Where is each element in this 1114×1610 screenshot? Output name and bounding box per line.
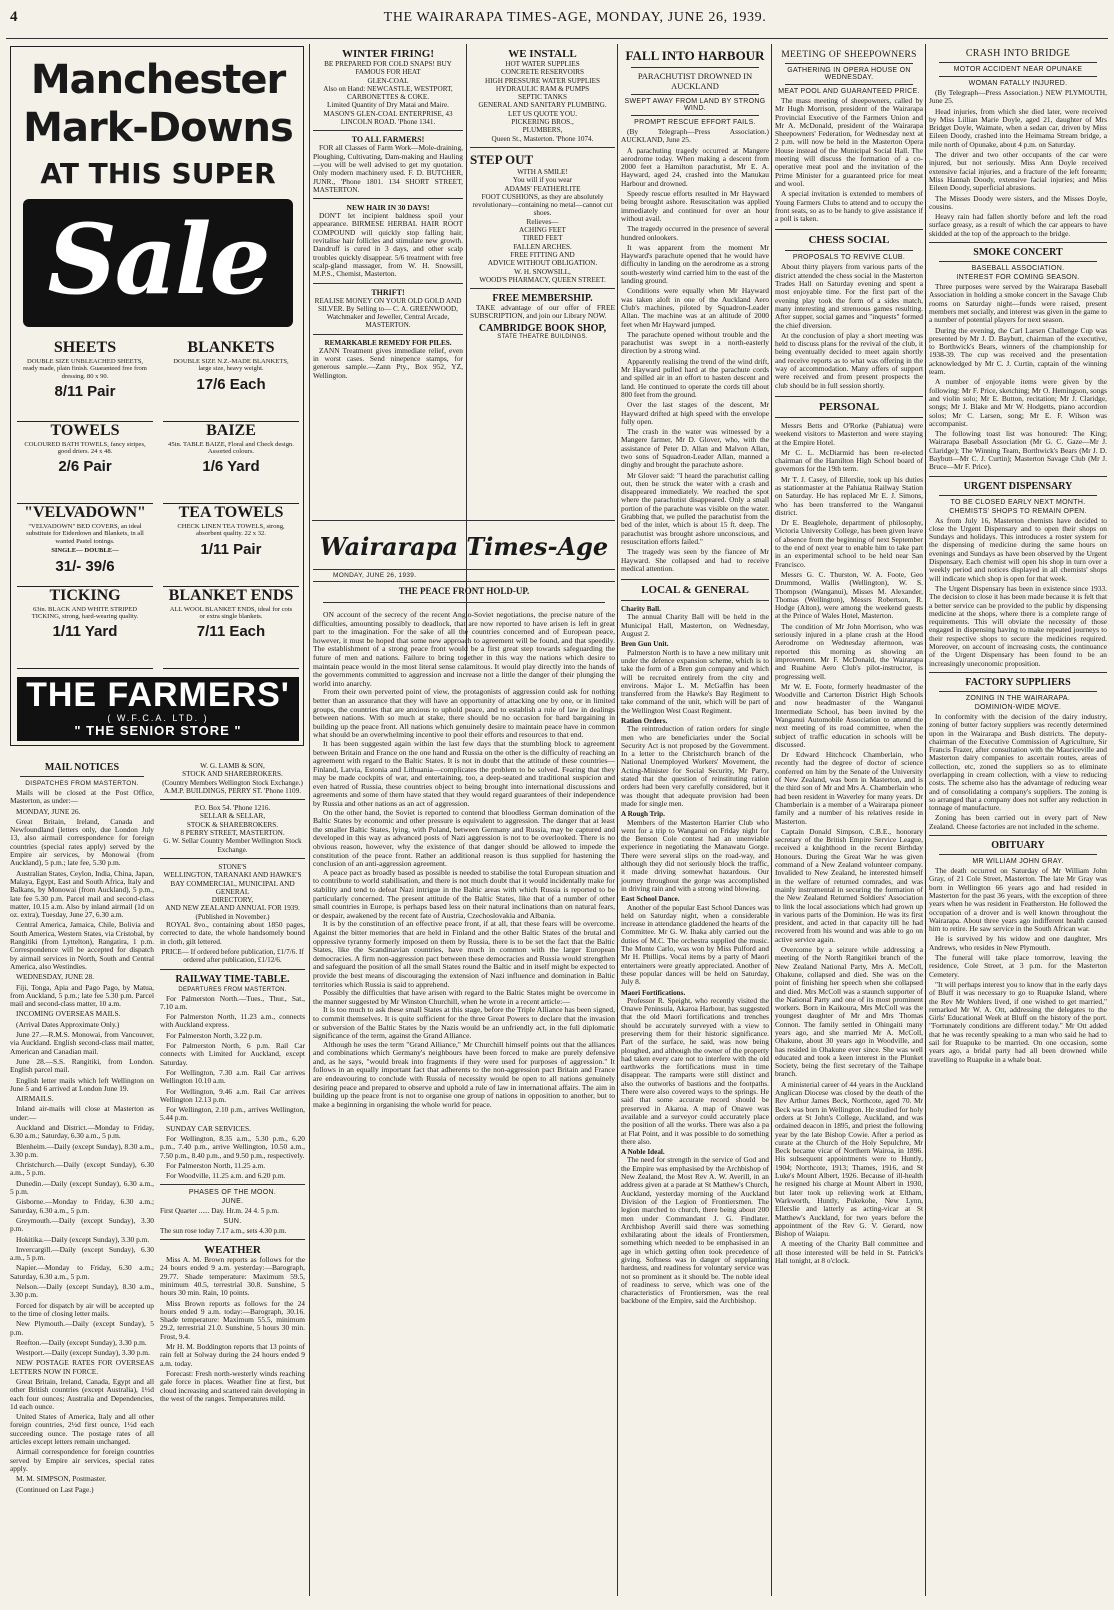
mail-paragraph: United States of America, Italy and all other foreign countries, 2½d first ounce, 1½d each succeeding ounce. The postage rates of all articles except letters remain unchanged. [10, 1412, 154, 1447]
crash-body [929, 89, 1107, 238]
mail-paragraph: June 28.—S.S. Rangitiki, from London. English parcel mail. [10, 1056, 154, 1075]
weather-paragraph: Mr H. M. Boddington reports that 13 points of rain fell at Solway during the 24 hours ended 9 a.m. today. [160, 1342, 305, 1368]
harbour-paragraph: The tragedy occurred in the presence of several hundred onlookers. [621, 224, 769, 242]
mail-paragraph: INCOMING OVERSEAS MAILS. [16, 1009, 121, 1019]
personal-body [775, 422, 923, 1265]
sale-item-desc: COLOURED BATH TOWELS, fancy stripes, good driers. 24 x 48. [24, 440, 146, 455]
personal-paragraph: The condition of Mr John Morrison, who was seriously injured in a plane crash at the Hood Aerodrome on Wednesday afternoon, was reported this morning as showing an improvement. Mr F. McDonald, the Wairarapa and Ruahine Aero Club's pilot-instructor, is progressing well. [775, 621, 923, 681]
stones-ad [160, 863, 305, 921]
sale-item-price: 7/11 Each [196, 623, 266, 641]
local-item-text: The reintroduction of ration orders for single men who are beneficiaries under the Social Security Act is not proposed by the Government. In a letter to the Christchurch branch of the National Unemployed Workers' Movement, the Acting-Minister for Social Security, Mr Parry, stated that the question of reinstituting ration orders had been very carefully considered, but it was thought that adequate provision had been made for single men. [621, 724, 769, 808]
step-title: STEP OUT [470, 151, 534, 167]
crash-paragraph: Head injuries, from which she died later, were received by Miss Lillian Marie Doyle, aged 21, daughter of Mrs Bridget Doyle, Waimate, when a sedan car, driven by Miss Eileen Doody, crashed into the Heimama Stream bridge, a mile north of Opunake, about 4 p.m. on Saturday. [929, 106, 1107, 149]
farmers-sub: ( W.F.C.A. LTD. ) [107, 713, 209, 723]
masthead [0, 0, 1114, 42]
hair-text: DON'T let incipient baldness spoil your appearance. BIRMESE HERBAL HAIR ROOT COMPOUND will quickly stop falling hair, revitalise hair follicles and stimulate new growth. Dandruff is cured in 3 days, and other scalp troubles quickly disappear. 5/6 treatment with free scalp-gland massager, from W. H. Snowsill, M.P.S., Chemist, Masterton. [313, 211, 463, 279]
railway-paragraph: SUNDAY CAR SERVICES. [166, 1123, 251, 1133]
personal-paragraph: Dr Edward Hitchcock Chamberlain, who recently had the degree of doctor of science conferred on him by the Senate of the University of New Zealand, was born in Masterton, and is the third son of Mr and Mrs A. Chamberlain who had been resident in Waverley for many years. Dr Chamberlain is a member of a Wairarapa pioneer family and a number of his relatives reside in Masterton. [775, 750, 923, 826]
sale-items-grid [17, 339, 299, 669]
column-6 [929, 44, 1107, 1606]
local-item-heading: Bren Gun Unit. [621, 640, 669, 649]
weather-body [160, 1256, 305, 1403]
weather-paragraph: Miss Brown reports as follows for the 24 hours ended 9 a.m. today:—Barograph, 30.16. Shade temperature: Maximum 55.5, minimum 29.2, terrestrial 21.0. Sunshine, 5 hours 30 min. Frost, 9.4. [160, 1298, 305, 1341]
stones-text: ROYAL 8vo., containing about 1850 pages, corrected to date, the whole handsomely bound in cloth, gilt lettered. [160, 920, 305, 946]
crash-paragraph: The driver and two other occupants of the car were injured, but not seriously. Miss Ann Doyle received extensive facial injuries, and a fracture of the left forearm; Miss Hannah Doody, extensive facial injuries; and Miss Eileen Doody, superficial abrasions. [929, 150, 1107, 193]
chess-paragraph: About thirty players from various parts of the district attended the chess social in the Masterton Trades Hall on Saturday evening and spent a most enjoyable time. For the first part of the evening play took the form of a sides match, many interesting and strenuous games resulting. After supper, social games and "inquests" formed the chief diversion. [775, 262, 923, 330]
local-item-heading: A Rough Trip. [621, 810, 665, 819]
mail-paragraph: Hokitika.—Daily (except Sunday), 3.30 p.m. [16, 1234, 150, 1244]
mail-paragraph: New Plymouth.—Daily (except Sunday), 5 p.m. [10, 1319, 154, 1337]
local-item-text: Another of the popular East School Dances was held on Saturday night, when a considerable increase in attendance gladdened the hearts of the Committee. Mr G. W. Ihaka ably carried out the duties of M.C. The orchestra supplied the music. The Monte Carlo, was won by Miss Pulford and Mr H. Phillips. Vocal items by a party of Maori entertainers were greatly appreciated. Another of these popular dances will be held on Saturday, July 8. [621, 902, 769, 987]
urgent-title: URGENT DISPENSARY [963, 480, 1073, 492]
sellar-ad [160, 804, 305, 854]
railway-paragraph: For Wellington, 7.30 a.m. Rail Car arrives Wellington 10.10 a.m. [160, 1067, 305, 1086]
editorial-paragraph: It has been suggested again within the last few days that the stumbling block to agreement between Britain and France on the one hand and Russia on the other is the difficulty of reaching an agreement with regard to the Baltic States. It is not in doubt that the attitude of these countries—Finland, Latvia, Estonia and Lithuania—complicates the problem to be solved. Fearing that they may be made cockpits of war, and entertaining, too, a deep-seated and traditional suspicion and even hatred of Russia, these countries object to being brought into international discussions and agreements and some of them have stated that they would regard guarantees of their independence by Russia and other nations as an act of aggression. [313, 738, 615, 809]
obituary-body [929, 867, 1107, 1064]
piles-title: REMARKABLE REMEDY FOR PILES. [324, 338, 452, 347]
editorial-paragraph: It is too much to ask these small States at this stage, before the Triple Alliance has been signed, to commit themselves. It is quite sufficient for the three Great Powers to declare that the invasion or subversion of the Baltic States by the Nazis would be an unfriendly act, in the full diplomatic significance of the term, against the Grand Alliance. [313, 1005, 615, 1041]
smoke-paragraph: The following toast list was honoured: The King; Wairarapa Baseball Association (Mr G. C. Gaze—Mr J. Claridge); The Winning Team, Borthwick's Bears (Mr J. D. Baybutt—Mr C. J. Curtin); Masterton Savage Club (Mr J. Bruce—Mr F. Price). [929, 429, 1107, 472]
mail-paragraph: Gisborne.—Monday to Friday, 6.30 a.m.; Saturday, 6.30 a.m., 5 p.m. [10, 1197, 154, 1215]
editorial-paragraph: Although he uses the term "Grand Alliance," Mr Churchill himself points out that the alliances and combinations which Germany's neighbours have been forced to make are purely defensive and, as he says, "would break into fragments if they were used for purposes of aggression." It follows in an equally important fact that adherents to the non-aggression pact Britain and France are endeavouring to conclude with Russia of necessity would be open to all nations genuinely desiring peace and prepared to observe and uphold a rule of law in international affairs. The aim in building up the peace front is not to organise one group of nations in opposition to another, but to make a beginning in organising the whole world for peace. [313, 1039, 615, 1109]
local-item-text: The need for strength in the service of God and the Empire was emphasised by the Archbishop of New Zealand, the Most Rev A. W. Averill, in an address given at a parade at St Matthew's Church, Auckland, yesterday morning of the Auckland Division of the Legion of Frontiersmen. The legion marched to church, there being about 200 men under Commandant J. G. Findlater. Archbishop Averill said there was something exhilarating about the ideals of Frontiersmen, something which needed to be emphasised in an age in which getting often took precedence of giving. Softness was in danger of supplanting hardness, and readiness for voluntary service was not so prominent as it should be. The noble ideal of readiness to serve, which was one of the characteristics of Frontiersmen, was the real backbone of the Empire, said the Archbishop. [621, 1155, 769, 1306]
railway-paragraph: For Palmerston North, 3.22 p.m. [166, 1030, 263, 1040]
farmers-name: THE FARMERS' [26, 676, 290, 714]
farmers-ad-text: FOR all Classes of Farm Work—Mole-draining, Ploughing, Cultivating, Dam-making and Hauling—you will be well advised to get my quotation. Only modern machinery used. F. D. BUTCHER, JUNR., 'Phone 1801. 134 SHORT STREET, MASTERTON. [313, 143, 463, 194]
sheep-sub1: GATHERING IN OPERA HOUSE ON WEDNESDAY. [787, 67, 911, 81]
sale-item [17, 587, 153, 670]
factory-title: FACTORY SUPPLIERS [965, 676, 1071, 688]
ad-line: MASON'S GLEN-COAL ENTERPRISE, 43 LINCOLN ROAD. 'Phone 1341. [323, 109, 453, 127]
mail-paragraph: Blenheim.—Daily (except Sunday), 8.30 a.m., 3.30 p.m. [10, 1141, 154, 1159]
ad-line: HYDRAULIC RAM & PUMPS [495, 84, 590, 93]
mail-body [10, 789, 154, 1494]
sale-item-price: 1/6 Yard [202, 458, 260, 476]
urgent-sub: TO BE CLOSED EARLY NEXT MONTH. [950, 498, 1086, 506]
sale-item-price: 2/6 Pair [58, 458, 112, 476]
editorial-paragraph: A peace pact as broadly based as possible is needed to stabilise the total European situation and to contribute to world stabilisation, and there is not much doubt that it would incidentally make for stability and tend to defeat Nazi intrigue in the Baltic areas with which Russia is reported to be particularly concerned. The present attitude of the Baltic States, like that of a number of other small countries in Europe, is perhaps based less on their natural inclinations than on natural fears, or despair, awakened by the recent fate of Austria, Czechoslovakia and Albania. [313, 867, 615, 920]
harbour-paragraph: Over the last stages of the descent, Mr Hayward drifted at high speed with the envelope fully open. [621, 400, 769, 426]
local-body [621, 605, 769, 1306]
ad-line: (Published in November.) [195, 912, 270, 921]
library-name: CAMBRIDGE BOOK SHOP, [478, 322, 607, 334]
personal-paragraph: A meeting of the Charity Ball committee and all those interested will be held in St. Patrick's Hall tonight, at 8 o'clock. [775, 1239, 923, 1265]
railway-paragraph: For Palmerston North, 6 p.m. Rail Car connects with Limited for Auckland, except Saturday. [160, 1041, 305, 1067]
sale-advertisement [10, 46, 304, 746]
ad-line: PICKERING BROS., [511, 118, 574, 127]
obituary-sub: MR WILLIAM JOHN GRAY. [972, 858, 1064, 866]
ad-line: Limited Quantity of Dry Matai and Maire. [327, 101, 449, 110]
railway-paragraph: For Wellington, 2.10 p.m., arrives Wellington, 5.44 p.m. [160, 1105, 305, 1123]
harbour-paragraph: A parachuting tragedy occurred at Mangere aerodrome today. When making a descent from 2000 feet a Hamilton parachutist, Mr E. A. Hayward, aged 24, crashed into the Manukau Harbour and drowned. [621, 145, 769, 188]
mail-paragraph: MONDAY, JUNE 26. [16, 806, 81, 816]
urgent-body [929, 517, 1107, 668]
install-lines [470, 60, 615, 143]
harbour-body [621, 128, 769, 573]
mail-paragraph: Fiji, Tonga, Apia and Pago Pago, by Matua, from Auckland, 5 p.m.; late fee 5.30 p.m. Parcel mail and second-class matter, 10 a.m. [10, 982, 154, 1009]
lamb-ad [160, 762, 305, 795]
masthead-rule [6, 38, 1108, 39]
mail-paragraph: Mails will be closed at the Post Office, Masterton, as under:— [10, 788, 154, 806]
sale-item-desc: ALL WOOL BLANKET ENDS, ideal for cots or extra single blankets. [169, 605, 293, 620]
railway-subtitle: DEPARTURES FROM MASTERTON. [178, 986, 287, 993]
ad-line: DIRECTORY, [211, 896, 254, 905]
sale-item-name: TEA TOWELS [178, 504, 284, 521]
step-lines [470, 168, 615, 284]
column-divider [925, 44, 926, 1596]
mail-paragraph: English letter mails which left Wellington on June 5 and 6 arrived at London June 19. [10, 1075, 154, 1093]
ad-line: BE PREPARED FOR COLD SNAPS! BUY FAMOUS FOR HEAT [324, 60, 452, 77]
install-title: WE INSTALL [508, 48, 577, 60]
column-3-ads [470, 44, 615, 340]
crash-paragraph: (By Telegraph—Press Association.) NEW PLYMOUTH, June 25. [929, 88, 1107, 106]
railway-body [160, 995, 305, 1181]
crash-paragraph: Heavy rain had fallen shortly before and left the road surface greasy, as a result of which the car appears to have skidded at the top of the approach to the bridge. [929, 212, 1107, 238]
mail-paragraph: Forced for dispatch by air will be accepted up to the time of closing letter mails. [10, 1300, 154, 1318]
sale-item-sub: SINGLE— DOUBLE— [51, 547, 119, 555]
mail-paragraph: M. M. SIMPSON, Postmaster. [16, 1474, 107, 1484]
local-title: LOCAL & GENERAL [641, 584, 749, 597]
weather-paragraph: Miss A. M. Brown reports as follows for the 24 hours ended 9 a.m. yesterday:—Barograph, 29.77. Shade temperature: Maximum 59.5, minimum 40.5, terrestrial 30.8. Sunshine, 5 hours 30 min. Rain, 10 points. [160, 1255, 305, 1298]
obituary-title: OBITUARY [991, 840, 1045, 852]
mail-subtitle: DISPATCHES FROM MASTERTON. [25, 780, 139, 787]
sale-title-2: Mark-Downs [23, 105, 293, 151]
winter-title: WINTER FIRING! [342, 48, 434, 60]
ad-line: WELLINGTON, TARANAKI AND HAWKE'S BAY COMMERCIAL, MUNICIPAL AND GENERAL [163, 871, 302, 896]
column-divider [309, 44, 310, 1596]
personal-paragraph: A ministerial career of 44 years in the Auckland Anglican Diocese was closed by the death of the Rev Arthur James Beck, Northcote, aged 70. Mr Beck was born in Wellington. He studied for holy orders at St John's College, Auckland, and was ordained deacon in 1895, and priest the following year by the late Bishop Cowie. After a period as curate at the Church of the Holy Sepulchre, Mr Beck became vicar of Northern Wairoa, in 1896. His subsequent appointments were to Huntly, 1904; Northcote, 1913; Thames, 1916, and St Luke's Mount Albert, 1926. Because of ill-health he resigned his charge at Mount Albert in 1930, but later took up relieving work at Eltham, Warkworth, Huntly, Pukekohe, New Lynn, Ellerslie and latterly as acting-vicar at St Matthew's Auckland, for two years before the appointment of the Rev G. V. Gerard, now Bishop of Waiapu. [775, 1079, 923, 1239]
factory-body [929, 713, 1107, 831]
sale-item-desc: DOUBLE SIZE UNBLEACHED SHEETS, ready made, plain finish. Guaranteed free from dressing. 80 x 90. [23, 358, 147, 380]
local-item-heading: Charity Ball. [621, 605, 661, 614]
local-item-heading: Ration Orders. [621, 717, 668, 725]
mail-paragraph: Westport.—Daily (except Sunday), 3.30 p.m. [16, 1348, 150, 1358]
sale-at-this-super: AT THIS SUPER [40, 157, 276, 190]
chess-title: CHESS SOCIAL [808, 234, 890, 247]
editorial-paragraph: It is by the constitution of an effective peace front, if at all, that these fears will be overcome. Against the bitter memories that are held in Finland and the other Baltic States of the brutal and oppressive tyranny formerly imposed on them by Russia, there is to be set the fact that the Baltic States, like the Scandinavian countries, have much in common with the larger European democracies. A firm non-aggression pact between these democracies and Russia would strengthen and safeguard the position of all the small States round the Baltic and in itself might be expected to provide the best means of discouraging the extension of Nazi influence and domination in Baltic territories which Russia is said to apprehend. [313, 919, 615, 989]
ad-line: ADVICE WITHOUT OBLIGATION. [487, 259, 598, 268]
sale-item-name: SHEETS [53, 339, 117, 356]
factory-paragraph: In conformity with the decision of the dairy industry, zoning of butter factory suppliers was recently determined upon in the Wairarapa and Bush districts. The deputy-chairman of the Executive Commission of Agriculture, Sir Francis Frazer, after consultation with the Mauriceville and Masterton dairy companies to ascertain routes, areas of collection, etc, zoned the suppliers so as to eliminate overlapping in cream collection, with a view to reducing costs. The scheme also has the advantage of reducing wear and of consolidating a company's suppliers. The zoning is so arranged that a company does not suffer any reduction in tonnage of manufacture. [929, 711, 1107, 813]
personal-title: PERSONAL [819, 400, 879, 413]
local-item-text: Palmerston North is to have a new military unit under the defence expansion scheme, which is to take the form of a Bren gun company and which will be recruited entirely from the city and environs. Major L. M. McGaffin has been transferred from the Hawke's Bay Regiment to take command of the unit, which will be part of the Wellington West Coast Regiment. [621, 647, 769, 715]
ad-line: You will if you wear [512, 176, 573, 185]
crash-sub1: MOTOR ACCIDENT NEAR OPUNAKE [953, 66, 1083, 73]
ad-line: GENERAL AND SANITARY PLUMBING. [478, 101, 607, 110]
local-item-heading: East School Dance. [621, 895, 680, 904]
piles-text: ZANN Treatment gives immediate relief, even in worst cases. Send ninepence stamps, for generous sample.—Zann Pty., Box 952, YZ, Wellington. [313, 345, 463, 380]
mail-paragraph: (Continued on Last Page.) [16, 1484, 94, 1494]
sale-item-desc: 63in. BLACK AND WHITE STRIPED TICKING, strong, hard-wearing quality. [31, 605, 139, 620]
urgent-paragraph: As from July 16, Masterton chemists have decided to close the Urgent Dispensary and to open their shops on Sundays and holidays. This introduces a roster system for the dispensing of medicine during the same hours on evenings and Sundays as have been observed by the Urgent Dispensary. Each chemist will open his shop in turn over a weekly period and notices displayed in all chemists' shops will indicate which shop is open for that week. [929, 515, 1107, 583]
smoke-body [929, 283, 1107, 472]
weather-title: WEATHER [204, 1244, 261, 1257]
mail-paragraph: Airmail correspondence for foreign countries served by Empire air services, special rates apply. [10, 1447, 154, 1473]
ad-line: STOCK & SHAREBROKERS. [186, 820, 279, 829]
chess-body [775, 263, 923, 389]
sale-item [163, 339, 299, 422]
ad-line: W. H. SNOWSILL, [514, 267, 571, 276]
mail-paragraph: Dunedin.—Daily (except Sunday), 6.30 a.m., 5 p.m. [10, 1178, 154, 1197]
urgent-paragraph: The Urgent Dispensary has been in existence since 1933. The decision to close it has been made because it is felt that a better service can be provided to the public by dispensing medicine at the shops, where there is a complete range of requirements. This will obviate the necessity of those engaged in dispensing having to make repeated journeys to their respective shops to secure the medicines required. Moreover, on account of increasing costs, the continuance of the Urgent Dispensary has been found to be an increasingly uneconomic proposition. [929, 583, 1107, 668]
crash-title: CRASH INTO BRIDGE [965, 48, 1071, 59]
ad-line: Also on Hand: NEWCASTLE, WESTPORT, CARBONETTES & COKE. [323, 84, 453, 102]
ad-line: WOOD'S PHARMACY, QUEEN STREET. [479, 275, 606, 284]
mail-paragraph: Great Britain, Ireland, Canada and Newfoundland (letters only, due London July 13, also airmail correspondence for foreign countries (special rates apply) served by the Empire air services, by Monowai (from Auckland), 5 p.m.; late fee, 5.30 p.m. [10, 816, 154, 868]
mail-paragraph: (Arrival Dates Approximate Only.) [16, 1019, 120, 1029]
library-title: FREE MEMBERSHIP. [492, 293, 593, 305]
sale-item-name: BAIZE [206, 421, 256, 439]
mail-paragraph: Central America, Jamaica, Chile, Bolivia and South America, Western States, via Cristobal, by Rangitiki (from Lyttelton), Rangatira, 1 p.m. Correspondence will be accepted for dispatch by airmail services in North, South and Central America, also Westindies. [10, 920, 154, 971]
crash-paragraph: The Misses Doody were sisters, and the Misses Doyle, cousins. [929, 193, 1107, 211]
thrift-title: THRIFT! [371, 287, 405, 297]
library-address: STATE THEATRE BUILDINGS. [497, 333, 588, 340]
ad-line: (Country Members Wellington Stock Exchange.) [162, 778, 303, 787]
local-item-heading: Maori Fortifications. [621, 988, 686, 997]
harbour-paragraph: Apparently realising the trend of the wind drift, Mr Hayward pulled hard at the parachute cords and spilled air in an effort to hasten descent and land. He continued to operate the cords till about 800 feet from the ground. [621, 356, 769, 399]
stones-price: PRICE— If ordered before publication, £1/7/6. If ordered after publication, £1/12/6. [161, 947, 304, 965]
ad-line: G. W. Sellar Country Member Wellington Stock Exchange. [163, 837, 302, 854]
ad-line: LET US QUOTE YOU. [507, 109, 578, 118]
mail-title: MAIL NOTICES [44, 762, 120, 773]
weather-paragraph: Forecast: Fresh north-westerly winds reaching gale force in places. Weather fine at first, but cloud increasing and scattered rain developing in the west of the ranges. Temperatures mild. [160, 1368, 305, 1403]
railway-paragraph: For Woodville, 11.25 a.m. and 6.20 p.m. [166, 1171, 286, 1181]
moon-title: PHASES OF THE MOON. [188, 1189, 277, 1197]
obituary-paragraph: He is survived by his widow and one daughter, Mrs Andrews, who resides in New Plymouth. [929, 934, 1107, 952]
factory-paragraph: Zoning has been carried out in every part of New Zealand. Cheese factories are not included in the scheme. [929, 813, 1107, 831]
ad-line: FREE FITTING AND [510, 250, 575, 259]
local-item-heading: A Noble Ideal. [621, 1148, 665, 1157]
ad-line: ADAMS' FEATHERLITE [504, 184, 581, 193]
ad-line: 8 PERRY STREET, MASTERTON. [180, 829, 285, 838]
sale-item-name: TOWELS [50, 421, 120, 439]
smoke-sub2: INTEREST FOR COMING SEASON. [956, 274, 1080, 282]
sale-item-price: 1/11 Yard [52, 623, 118, 641]
obituary-paragraph: The funeral will take place tomorrow, leaving the residence, Cole Street, at 3 p.m. for the Masterton Cemetery. [929, 953, 1107, 979]
ad-line: SELLAR & SELLAR, [199, 812, 266, 821]
sheep-body [775, 97, 923, 223]
sale-item [17, 422, 153, 505]
harbour-paragraph: The parachute opened without trouble and the parachutist was swept in a north-easterly direction by a strong wind. [621, 329, 769, 356]
library-text: TAKE advantage of our offer of FREE SUBSCRIPTION, and join our Library NOW. [470, 303, 615, 321]
editorial-rule [312, 520, 615, 521]
sale-item-desc: "VELVADOWN" BED COVERS, an ideal substitute for Eiderdown and Blankets, in all wanted Pastel tonings. [26, 523, 144, 545]
editorial-body [313, 611, 615, 1109]
urgent-sub2: CHEMISTS' SHOPS TO REMAIN OPEN. [949, 507, 1087, 515]
chess-paragraph: At the conclusion of play a short meeting was held to discuss plans for the revival of the club, it being eventually decided to meet again shortly and receive reports as to what was offering in the way of accommodation. Many offers of support were received and from present prospects the club should be in full session shortly. [775, 330, 923, 390]
sale-item-name: TICKING [49, 586, 121, 604]
sale-item [163, 422, 299, 505]
mail-paragraph: Invercargill.—Daily (except Sunday), 6.30 a.m., 5 p.m. [10, 1244, 154, 1263]
editorial-paragraph: Possibly the difficulties that have arisen with regard to the Baltic States might be overcome in the manner suggested by Mr Winston Churchill, when he wrote in a recent article:— [313, 988, 615, 1006]
ad-line: SEPTIC TANKS [517, 93, 567, 102]
sheep-title: MEETING OF SHEEPOWNERS [781, 50, 917, 60]
sheep-sub2: MEAT POOL AND GUARANTEED PRICE. [778, 88, 920, 95]
ad-line: ACHING FEET [519, 226, 566, 235]
mail-paragraph: Christchurch.—Daily (except Sunday), 6.30 a.m., 5 p.m. [10, 1160, 154, 1178]
personal-paragraph: Captain Donald Simpson, C.B.E., honorary secretary of the British Empire Service League, received a knighthood in the recent Birthday Honours. During the Great War he was given command of a New Zealand volunteer company. Invalided to New Zealand, he interested himself in the welfare of returned comrades, and was mainly instrumental in securing the formation of the New Zealand Returned Soldiers' Association to link the local associations which had grown up in various parts of the Dominion. He was its first president, and acted in that capacity till he had recovered from his wound and was able to go on active service again. [775, 826, 923, 944]
harbour-title: FALL INTO HARBOUR [625, 48, 765, 63]
farmers-tag: " THE SENIOR STORE " [74, 723, 242, 738]
harbour-paragraph: The crash in the water was witnessed by a Mangere farmer, Mr D. Glover, who, with the assistance of Peter D. Allan and Malvon Allan, two sons of Squadron-Leader Allan, manned a dinghy and brought the parachute ashore. [621, 427, 769, 470]
sale-item-desc: 45in. TABLE BAIZE, Floral and Check design. Assorted colours. [168, 440, 294, 455]
sale-item [163, 504, 299, 587]
railway-paragraph: For Palmerston North, 11.25 a.m. [166, 1160, 266, 1170]
farmers-banner [17, 677, 299, 741]
sale-title-1: Manchester [30, 57, 286, 103]
sale-item-name: "VELVADOWN" [24, 504, 146, 521]
mail-paragraph: Nelson.—Daily (except Sunday), 8.30 a.m., 3.30 p.m. [10, 1282, 154, 1300]
hair-title: NEW HAIR IN 30 DAYS! [346, 203, 430, 213]
services-column [160, 752, 305, 1606]
railway-paragraph: For Palmerston North, 11.23 a.m., connects with Auckland express. [160, 1012, 305, 1030]
sale-item [163, 587, 299, 670]
personal-paragraph: Mr C. L. McDiarmid has been re-elected chairman of the Hamilton High School board of governors for the 19th term. [775, 447, 923, 474]
obituary-paragraph: The death occurred on Saturday of Mr William John Gray, of 21 Cole Street, Masterton. The late Mr Gray was born in Wellington 66 years ago and had resided in Masterton for the past 36 years, with the exception of three years when he was resident in Featherston. He followed the occupation of a drover and is well known throughout the Wairarapa. About three years ago indifferent health caused him to retire. He saw service in the South African war. [929, 866, 1107, 934]
ad-line: PLUMBERS, [522, 126, 563, 135]
railway-paragraph: For Wellington, 9.46 a.m. Rail Car arrives Wellington 12.13 p.m. [160, 1086, 305, 1104]
railway-paragraph: For Wellington, 8.35 a.m., 5.30 p.m., 6.20 p.m., 7.40 p.m., arrive Wellington, 10.50 a.m., 7.50 p.m., 8.40 p.m., and 9.50 p.m., respectively. [160, 1133, 305, 1160]
harbour-paragraph: It was apparent from the moment Mr Hayward's parachute opened that he would have difficulty in landing on the aerodrome as a strong south-westerly wind carried him to the east of the landing ground. [621, 242, 769, 286]
sale-item-name: BLANKETS [187, 339, 275, 356]
editorial [313, 524, 615, 1604]
mail-paragraph: Australian States, Ceylon, India, China, Japan, Malaya, Egypt, East and South Africa, Italy and Balkans, by Monowai (from Auckland), 5 p.m., late fee 5.30 p.m. Parcel mail and second-class matter, 10.15 a.m. Also by inland airmail (1d on oz. extra), Tuesday, June 27, 6.30 a.m. [10, 868, 154, 920]
sun-title: SUN. [223, 1217, 242, 1225]
crash-sub2: WOMAN FATALLY INJURED. [968, 80, 1068, 87]
smoke-title: SMOKE CONCERT [973, 247, 1063, 259]
mail-paragraph: Reefton.—Daily (except Sunday), 3.30 p.m. [16, 1337, 147, 1347]
ad-line: W. G. LAMB & SON, [200, 762, 265, 770]
column-5 [775, 44, 923, 1606]
mail-paragraph: Great Britain, Ireland, Canada, Egypt and all other British countries (except Australia), 1½d each four ounces; Australia and Dependencies, 1d each ounce. [10, 1377, 154, 1411]
ad-line: A.M.P. BUILDINGS, PERRY ST. 'Phone 1109. [163, 786, 301, 795]
chess-sub: PROPOSALS TO REVIVE CLUB. [792, 254, 906, 262]
personal-paragraph: Overcome by a seizure while addressing a meeting of the North Rangitikei branch of the New Zealand National Party, Mrs A. McColl, Ohakune, collapsed and died. She was on the point of finishing her speech when she collapsed and died. Mrs McColl was a staunch supporter of the National Party and one of its most prominent workers. Born in Kaikoura, Mrs McColl was the youngest daughter of Mr and Mrs Thomas Connon. The family settled in Ohingaiti many years ago, and she married Mr A. McColl, Ohakune, about 30 years ago in Woodville, and has resided in Ohakune ever since. She was well educated and took a keen interest in the Plunket Society, being the first secretary of the Taihape branch. [775, 945, 923, 1079]
harbour-paragraph: Conditions were equally when Mr Hayward was taken aloft in one of the Auckland Aero Club's machines, piloted by Squadron-Leader Allan. The machine was at an altitude of 2000 feet when Mr Hayward jumped. [621, 286, 769, 329]
mail-paragraph: June 27.—R.M.S. Monowai, from Vancouver, via Auckland. English second-class mail matter, American and Canadian mail. [10, 1030, 154, 1056]
editorial-paragraph: ON account of the secrecy of the recent Anglo-Soviet negotiations, the precise nature of the difficulties, amounting possibly to deadlock, that are now reported to have arisen is left in great part to the imagination. For the sake of all the countries concerned and of European peace, however, it must be hoped that some new approach to agreement will be found, and that speedily. The establishment of a strong peace front would be a first great step towards safeguarding the future of men and nations. Failure to bring together in this way the nations which desire to maintain peace would in the most literal sense calamitous. It would play directly into the hands of the governments committed to aggression and increase not a little the danger of their plunging the world into anarchy. [313, 610, 615, 688]
ad-line: CONCRETE RESERVOIRS [500, 68, 585, 77]
mail-paragraph: AIRMAILS. [16, 1094, 54, 1104]
personal-paragraph: Mr T. J. Casey, of Ellerslie, took up his duties as stationmaster at the Pahiatua Railway Station on Saturday. He has replaced Mr E. J. Simons, who has been transferred to the Wanganui district. [775, 474, 923, 517]
smoke-paragraph: Three purposes were served by the Wairarapa Baseball Association in holding a smoke concert in the Savage Club rooms on Saturday night—funds were raised, present members met socially, and interest was given in the game to a number of potential players for next season. [929, 282, 1107, 325]
mail-notices [10, 752, 154, 1602]
smoke-paragraph: During the evening, the Carl Larsen Challenge Cup was presented by Mr J. D. Baybutt, chairman of the executive, to Borthwick's Bears, winners of the championship for 1938-39. The cup was received and the presentation acknowledged by Mr C. J. Curtin, captain of the winning team. [929, 325, 1107, 377]
ad-line: GLEN-COAL [367, 76, 409, 85]
ad-line: Queen St., Masterton. 'Phone 1074. [491, 134, 594, 143]
harbour-sub1: PARACHUTIST DROWNED IN AUCKLAND [637, 71, 753, 91]
sale-item [17, 504, 153, 587]
ad-line: Relieves— [526, 217, 559, 226]
thrift-text: REALISE MONEY ON YOUR OLD GOLD AND SILVER. By Selling to— C. A. GREENWOOD, Watchmaker and Jeweller, Central Arcade, MASTERTON. [314, 296, 462, 330]
railway-paragraph: For Palmerston North.—Tues., Thur., Sat., 7.10 a.m. [160, 993, 305, 1011]
masthead-line: THE WAIRARAPA TIMES-AGE, MONDAY, JUNE 26, 1939. [383, 10, 767, 25]
sun-times: The sun rose today 7.17 a.m., sets 4.30 p.m. [160, 1226, 287, 1235]
harbour-paragraph: (By Telegraph—Press Association.) AUCKLAND, June 25. [621, 127, 769, 145]
mail-paragraph: NEW POSTAGE RATES FOR OVERSEAS LETTERS NOW IN FORCE. [10, 1358, 154, 1376]
editorial-date: MONDAY, JUNE 26, 1939. [333, 572, 417, 579]
sale-item-name: BLANKET ENDS [168, 586, 294, 604]
ad-line: AND NEW ZEALAND ANNUAL FOR 1939. [165, 904, 300, 913]
ad-line: HIGH PRESSURE WATER SUPPLIES [484, 76, 601, 85]
column-divider [771, 44, 772, 1596]
harbour-paragraph: Mr Glover said: "I heard the parachutist calling out, then he struck the water with a crash and disappeared immediately. We reached the spot where the parachutist disappeared. Only a small portion of the parachute was visible on the water. Grabbing that, we pulled the parachutist from the bed of the inlet, which is about 15 ft. deep. The parachutist was brought ashore unconscious, and resuscitation efforts failed." [621, 470, 769, 546]
farmers-ad-title: TO ALL FARMERS! [351, 135, 425, 145]
smoke-paragraph: A number of enjoyable items were given by the following: Mr F. Price, sketching; Mr O. Hemingson, songs and violin solo; Mr E. Button, recitation; Mr J. Claridge, songs; Mr J. Blake and Mr W. Hodgetts, piano accordion solos; Mr C. Larsen, song; Mr E. F. Wilson was accompanist. [929, 377, 1107, 428]
mail-paragraph: WEDNESDAY, JUNE 28. [16, 972, 95, 982]
personal-paragraph: Dr E. Beaglehole, department of philosophy, Victoria University College, has been given leave of absence from the beginning of next September to the end of next year to enable him to take part in an experimental school to be held near San Francisco. [775, 518, 923, 569]
sale-item-desc: DOUBLE SIZE N.Z.-MADE BLANKETS, large size, heavy weight. [173, 358, 289, 373]
personal-paragraph: Messrs Betts and O'Rorke (Pahiatua) were weekend visitors to Masterton and were staying at the Empire Hotel. [775, 420, 923, 447]
local-item-text: Professor R. Speight, who recently visited the Onawe Peninsula, Akaroa Harbour, has suggested that the old Maori fortifications and trenches should be accurately surveyed with a view to preserving them for their historic significance. Part of the surface, he said, was now being ploughed, and although the owner of the property had taken every care not to interfere with the old earthworks the fortifications must in time disappear. The ramparts were still distinct and also the outworks of bastions and the footpaths. There were also covered ways to the springs. He said that some accurate record should be preserved in Akaroa. A map of Onawe was available and a surveyor could accurately place the position of all the works. There was also a pa at Flat Point, and it was possible to do something there also. [621, 995, 769, 1146]
sale-item-price: 17/6 Each [196, 375, 266, 393]
ad-line: HOT WATER SUPPLIES [505, 60, 580, 68]
factory-sub2: DOMINION-WIDE MOVE. [974, 703, 1062, 711]
obituary-paragraph: "It will perhaps interest you to know that in the early days of Bluff it was necessary to go to Ruapuke Island, where the Rev Mr Wohlers lived, if one wished to get married," remarked Mr W. A. Ott, addressing the delegates to the Girls' Educational Week at Bluff on the history of the port. "Fortunately conditions are different today." Mr Ott added that he was recently speaking to a man who said he had to sail for Ruapuke to be married. On one occasion, some years ago, a bridal party had all been drowned while travelling to Ruapuke in a whale boat. [929, 979, 1107, 1064]
moon-row: First Quarter ...... Day. Hr.m. 24 4. 5 p.m. [160, 1207, 279, 1216]
editorial-paragraph: On the other hand, the Soviet is reported to contend that bloodless German domination of the Baltic States by economic and other pressure is equivalent to aggression. The danger that at least the smaller Baltic States, lying, with Poland, between Germany and Russia, may be captured and developed in this way as advanced posts of Nazi aggression is not to be overlooked. There is no obvious reason, however, why the existence of that danger should be allowed to impede the constitution of the peace front. Rather an additional reason is thus supplied for hastening the conclusion of an anti-aggression agreement. [313, 807, 615, 869]
sale-item-desc: CHECK LINEN TEA TOWELS, strong, absorbent quality. 22 x 32. [177, 523, 285, 538]
sale-item [17, 339, 153, 422]
column-divider [617, 44, 618, 1596]
harbour-paragraph: Speedy rescue efforts resulted in Mr Hayward being brought ashore. Resuscitation was applied immediately and continued for over an hour without avail. [621, 189, 769, 223]
personal-paragraph: Mr W. E. Foote, formerly headmaster of the Woodville and Carterton District High Schools and now headmaster of the Wanganui Intermediate School, has been invited by the Wanganui Automobile Association to attend the next meeting of its road committee, when the subject of traffic education in schools will be discussed. [775, 681, 923, 749]
mail-paragraph: Greymouth.—Daily (except Sunday), 3.30 p.m. [10, 1215, 154, 1234]
sale-word: Sale [47, 203, 269, 316]
moon-month: JUNE. [221, 1198, 244, 1206]
editorial-title: THE PEACE FRONT HOLD-UP. [398, 586, 530, 596]
personal-paragraph: Messrs G. C. Thurston, W. A. Foote, Geo Drummond, Wallis (Wellington), W. S. Thompson (Wanganui), Misses M. Alexander, Thomas (Wellington), Messrs Robertson, R. Hodge (Alton), were among the weekend guests at the Prince of Wales Hotel, Masterton. [775, 569, 923, 621]
column-4 [621, 44, 769, 1606]
ad-line: TIRED FEET [522, 234, 563, 243]
railway-title: RAILWAY TIME-TABLE. [175, 973, 290, 985]
page-number: 4 [10, 9, 18, 25]
sale-item-price: 31/- 39/6 [55, 557, 115, 575]
mail-paragraph: Auckland and District.—Monday to Friday, 6.30 a.m.; Saturday, 6.30 a.m., 5 p.m. [10, 1122, 154, 1141]
ad-line: STOCK AND SHAREBROKERS. [182, 770, 283, 779]
sheep-paragraph: The mass meeting of sheepowners, called by Mr Hugh Morrison, president of the Wairarapa Provincial Executive of the Farmers Union and Mr A. McDonald, president of the Wairarapa Sheepowners' Federation, for Wednesday next at 2 p.m. will now be held in the Masterton Opera House instead of the Municipal Social Hall. The meeting will discuss the formation of a co-operative meat pool and the invitation of the Prime Minister for a guaranteed price for meat and wool. [775, 96, 923, 188]
harbour-sub2: SWEPT AWAY FROM LAND BY STRONG WIND. [624, 98, 766, 112]
harbour-sub3: PROMPT RESCUE EFFORT FAILS. [634, 119, 756, 126]
ad-line: FALLEN ARCHES. [513, 242, 572, 251]
smoke-sub1: BASEBALL ASSOCIATION. [971, 265, 1065, 273]
mail-paragraph: Inland air-mails will close at Masterton as under:— [10, 1104, 154, 1122]
sale-item-price: 1/11 Pair [200, 540, 262, 558]
local-item-text: Members of the Masterton Harrier Club who went for a trip to Wanganui on Friday night for the Benson Cole contest had an unenviable experience in negotiating the Manawatu Gorge. There were several slips on the road-way, and although they did not seriously block the traffic, it made driving somewhat hazardous. Our journey throughout the gorge was accomplished in driving rain and with a strong wind blowing. [621, 817, 769, 893]
ad-line: P.O. Box 54. 'Phone 1216. [194, 804, 271, 813]
sale-word-banner [23, 199, 293, 327]
editorial-paragraph: From their own perverted point of view, the protagonists of aggression could ask for nothing better than an assurance that they will have an opportunity of attacking one by one, or in limited groups, the countries that are anxious to uphold peace, and to establish a rule of law in dealings between nations. With so much at stake, there should be no occasion for hard bargaining in building up the peace front. All nations which genuinely desire to maintain peace have in common what should be an overwhelming incentive to pool their efforts and resources to that end. [313, 687, 615, 740]
local-item-text: The annual Charity Ball will be held in the Municipal Hall, Masterton, on Wednesday, August 2. [621, 612, 769, 639]
factory-sub: ZONING IN THE WAIRARAPA. [965, 694, 1071, 702]
sheep-paragraph: A special invitation is extended to members of Young Farmers Clubs to attend and to occupy the front seats, so as to be handy to give assistance if a poll is taken. [775, 189, 923, 224]
winter-lines [313, 60, 463, 126]
sale-item-price: 8/11 Pair [54, 383, 116, 401]
mail-paragraph: Napier.—Monday to Friday, 6.30 a.m.; Saturday, 6.30 a.m., 5 p.m. [10, 1263, 154, 1281]
ad-line: STONE'S [218, 862, 247, 871]
paper-name: Wairarapa Times-Age [319, 532, 609, 561]
harbour-paragraph: The tragedy was seen by the fiancee of Mr Hayward. She collapsed and had to receive medical attention. [621, 547, 769, 573]
ad-line: FOOT CUSHIONS, as they are absolutely revolutionary—containing no metal—cannot cut shoes. [472, 192, 613, 218]
ad-line: WITH A SMILE! [517, 167, 568, 176]
